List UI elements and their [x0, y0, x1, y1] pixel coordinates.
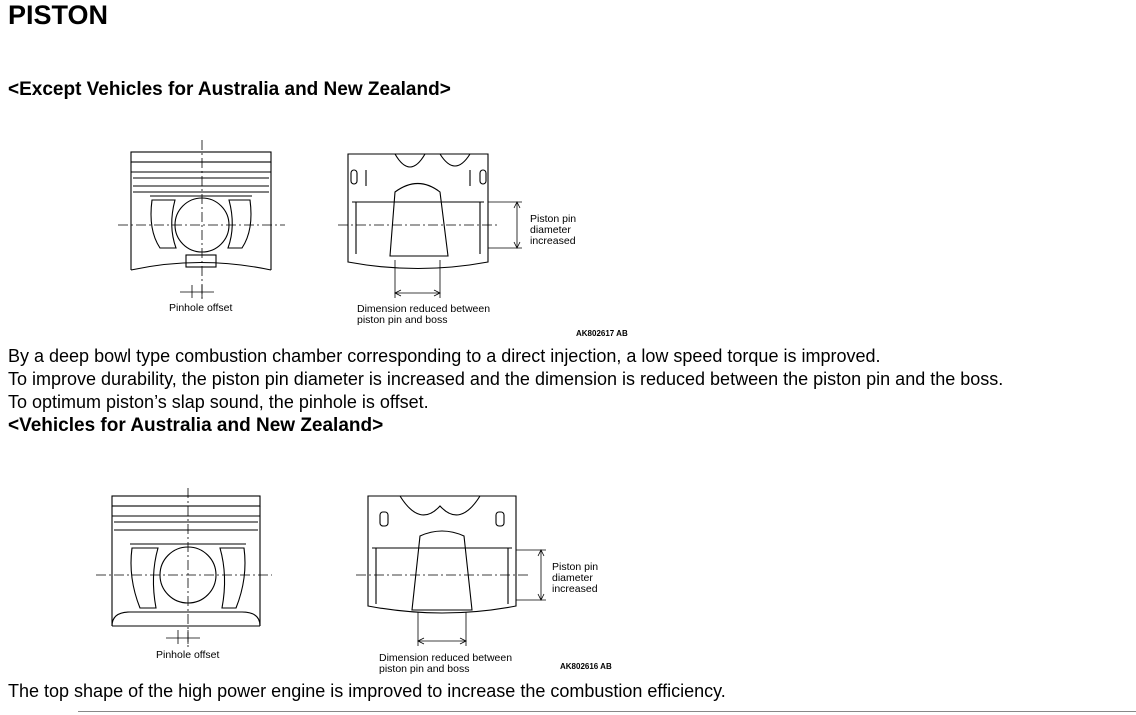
paragraph: To improve durability, the piston pin diameter is increased and the dimension is reduced between the piston pin and the boss. — [8, 369, 1004, 389]
label-pin-diameter-2: diameter — [552, 572, 593, 584]
figure-code: AK802616 AB — [560, 662, 612, 671]
label-dimension-1: Dimension reduced between — [357, 303, 491, 315]
paragraph: To optimum piston’s slap sound, the pinhole is offset. — [8, 392, 429, 412]
label-pin-diameter-3: increased — [552, 583, 598, 595]
section-heading-except-au-nz: <Except Vehicles for Australia and New Zealand> — [8, 79, 451, 100]
page-title: PISTON — [8, 0, 109, 30]
label-pin-diameter-1: Piston pin — [552, 561, 599, 573]
piston-diagram-except-au-nz — [0, 130, 700, 340]
label-pinhole-offset: Pinhole offset — [169, 302, 233, 314]
figure-code: AK802617 AB — [576, 329, 628, 338]
paragraph: The top shape of the high power engine is improved to increase the combustion efficiency. — [8, 681, 726, 701]
label-dimension-2: piston pin and boss — [357, 314, 448, 326]
label-pin-diameter-1: Piston pin — [530, 213, 577, 225]
paragraph: By a deep bowl type combustion chamber corresponding to a direct injection, a low speed torque is improved. — [8, 346, 881, 366]
footer-divider — [78, 711, 1136, 712]
label-dimension-2: piston pin and boss — [379, 663, 470, 675]
label-pin-diameter-2: diameter — [530, 224, 571, 236]
label-pinhole-offset: Pinhole offset — [156, 649, 220, 661]
label-pin-diameter-3: increased — [530, 235, 576, 247]
section-heading-au-nz: <Vehicles for Australia and New Zealand> — [8, 415, 384, 436]
piston-diagram-au-nz — [0, 478, 700, 678]
section1-text — [8, 345, 1003, 414]
section2-text — [8, 680, 726, 703]
label-dimension-1: Dimension reduced between — [379, 652, 513, 664]
